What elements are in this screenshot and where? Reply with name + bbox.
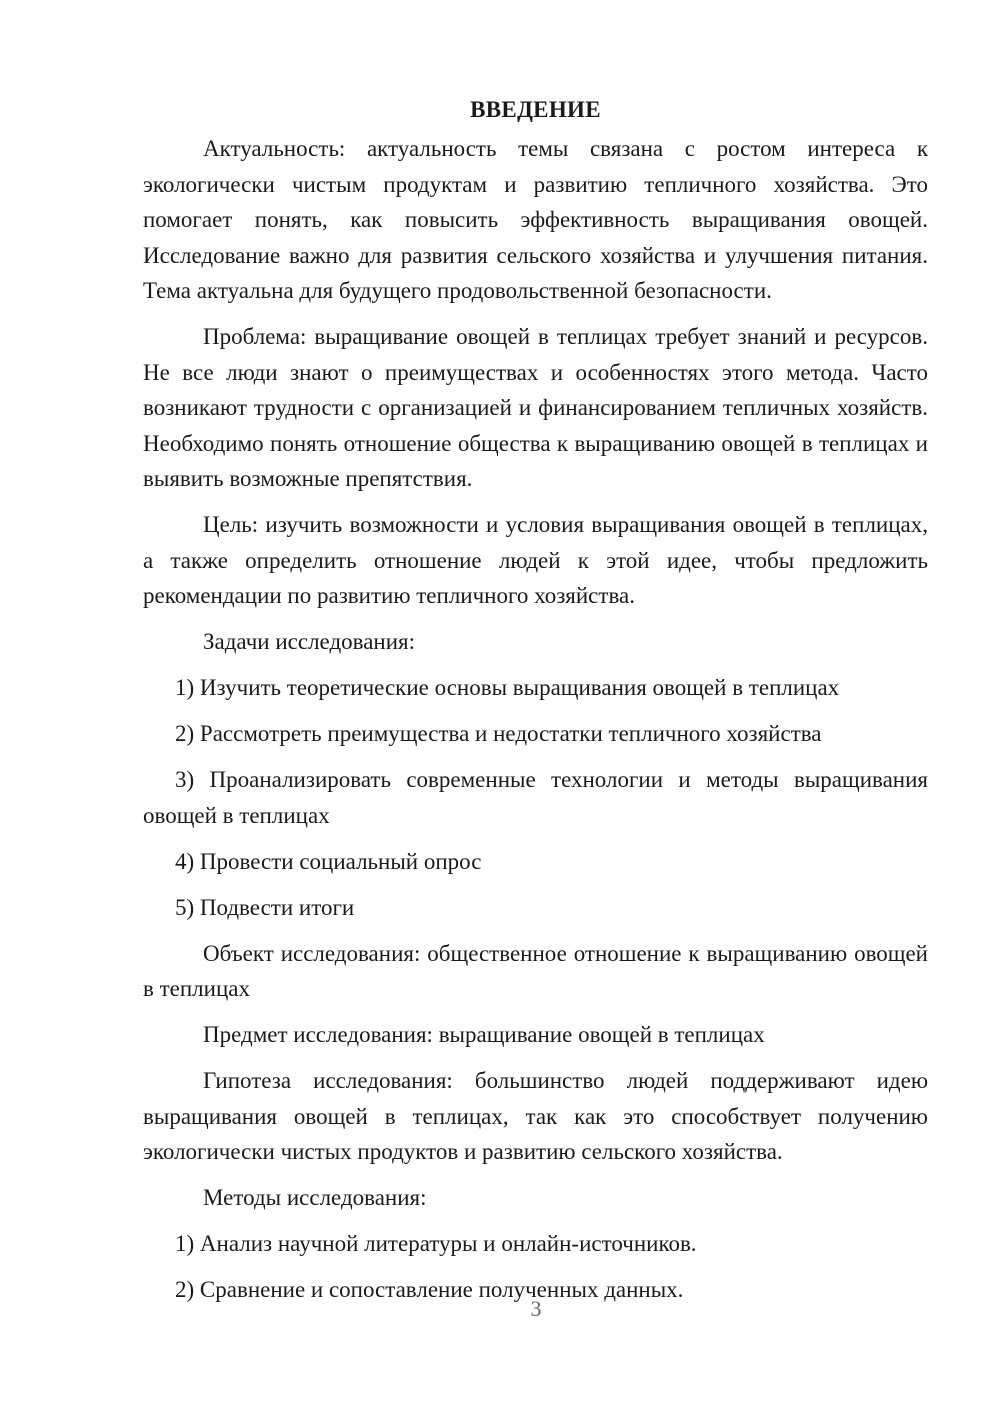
task-item-5: 5) Подвести итоги: [175, 894, 355, 920]
paragraph-object: Объект исследования: общественное отношение к выращиванию овощей в теплицах: [143, 940, 928, 1001]
paragraph-hypothesis: Гипотеза исследования: большинство людей поддерживают идею выращивания овощей в теплицах, так как это способствует получению экологически чистых продуктов и развитию сельского хозяйства.: [143, 1068, 928, 1164]
tasks-heading: Задачи исследования:: [203, 629, 416, 654]
paragraph-goal: Цель: изучить возможности и условия выращивания овощей в теплицах, а также определить отношение людей к этой идее, чтобы предложить рекомендации по развитию тепличного хозяйства.: [143, 512, 928, 608]
paragraph-relevance: Актуальность: актуальность темы связана с ростом интереса к экологически чистым продуктам и развитию тепличного хозяйства. Это помогает понять, как повысить эффективность выращивания овощей. Исследование важно для развития сельского хозяйства и улучшения питания. Тема актуальна для будущего продовольственной безопасности.: [143, 136, 928, 303]
document-page: [143, 96, 928, 1318]
task-item-2: 2) Рассмотреть преимущества и недостатки тепличного хозяйства: [175, 721, 822, 746]
section-title: ВВЕДЕНИЕ: [470, 97, 601, 122]
method-item-1: 1) Анализ научной литературы и онлайн-источников.: [175, 1231, 697, 1256]
methods-heading: Методы исследования:: [203, 1185, 427, 1210]
paragraph-subject: Предмет исследования: выращивание овощей в теплицах: [203, 1022, 765, 1047]
task-item-4: 4) Провести социальный опрос: [175, 848, 482, 874]
method-item-2: 2) Сравнение и сопоставление полученных данных.: [175, 1277, 684, 1302]
task-item-3: 3) Проанализировать современные технологии и методы выращивания овощей в теплицах: [143, 767, 928, 828]
page-number: 3: [530, 1296, 542, 1321]
task-item-1: 1) Изучить теоретические основы выращивания овощей в теплицах: [175, 675, 840, 700]
paragraph-problem: Проблема: выращивание овощей в теплицах требует знаний и ресурсов. Не все люди знают о преимуществах и особенностях этого метода. Часто возникают трудности с организацией и финансированием тепличных хозяйств. Необходимо понять отношение общества к выращиванию овощей в теплицах и выявить возможные препятствия.: [143, 324, 928, 491]
